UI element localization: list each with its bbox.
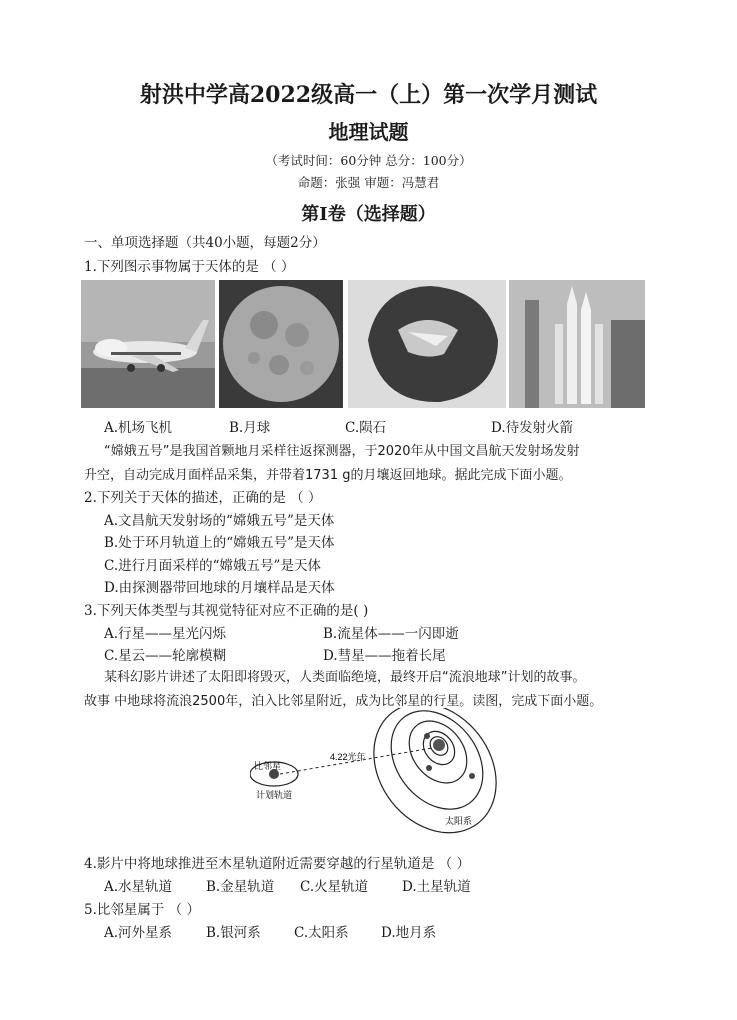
q1-option-c: C.陨石 — [345, 420, 387, 436]
airplane-photo — [81, 280, 215, 408]
exam-info: （考试时间：60分钟 总分：100分） — [265, 153, 472, 168]
passage2-line1: 某科幻影片讲述了太阳即将毁灭，人类面临绝境，最终开启“流浪地球”计划的故事。 — [104, 670, 586, 685]
q1-option-d: D.待发射火箭 — [491, 420, 574, 436]
q1-stem: 1.下列图示事物属于天体的是 （ ） — [84, 259, 295, 275]
solar-system-label: 太阳系 — [445, 816, 473, 826]
solar-system-diagram — [250, 708, 500, 843]
q3-option-b: B.流星体——一闪即逝 — [323, 626, 459, 642]
q3-stem: 3.下列天体类型与其视觉特征对应不正确的是( ) — [84, 603, 369, 619]
q4-option-d: D.土星轨道 — [402, 879, 471, 895]
q2-stem: 2.下列关于天体的描述，正确的是 （ ） — [84, 490, 322, 506]
q1-option-b: B.月球 — [229, 420, 271, 436]
section-heading: 一、单项选择题（共40小题，每题2分） — [84, 235, 326, 251]
planned-orbit-label: 计划轨道 — [256, 790, 293, 800]
meteorite-photo — [348, 280, 506, 408]
proxima-label: 比邻星 — [254, 761, 282, 771]
q3-option-d: D.彗星——拖着长尾 — [323, 648, 446, 664]
q5-option-c: C.太阳系 — [294, 925, 349, 941]
q4-option-b: B.金星轨道 — [206, 879, 275, 895]
volume-heading: 第Ⅰ卷（选择题） — [301, 204, 436, 225]
distance-label: 4.22光年 — [330, 752, 366, 762]
subject-title: 地理试题 — [328, 120, 409, 144]
q2-option-d: D.由探测器带回地球的月壤样品是天体 — [104, 580, 335, 596]
q5-option-a: A.河外星系 — [104, 925, 173, 941]
q4-stem: 4.影片中将地球推进至木星轨道附近需要穿越的行星轨道是 （ ） — [84, 856, 470, 872]
passage2-line2: 故事 中地球将流浪2500年，泊入比邻星附近，成为比邻星的行星。读图，完成下面小题。 — [84, 694, 603, 709]
q5-option-b: B.银河系 — [206, 925, 261, 941]
q5-option-d: D.地月系 — [381, 925, 437, 941]
q3-option-a: A.行星——星光闪烁 — [104, 626, 227, 642]
moon-photo — [219, 280, 343, 408]
q2-option-a: A.文昌航天发射场的“嫦娥五号”是天体 — [104, 513, 335, 529]
passage1-line1: “嫦娥五号”是我国首颗地月采样往返探测器，于2020年从中国文昌航天发射场发射 — [104, 444, 580, 459]
passage1-line2: 升空，自动完成月面样品采集，并带着1731 g的月壤返回地球。据此完成下面小题。 — [84, 468, 572, 483]
exam-title: 射洪中学高2022级高一（上）第一次学月测试 — [139, 82, 598, 108]
authors: 命题：张强 审题：冯慧君 — [297, 175, 440, 190]
q1-option-a: A.机场飞机 — [104, 420, 173, 436]
q4-option-a: A.水星轨道 — [104, 879, 173, 895]
q4-option-c: C.火星轨道 — [300, 879, 369, 895]
rocket-photo — [509, 280, 645, 408]
q3-option-c: C.星云——轮廓模糊 — [104, 648, 227, 664]
q5-stem: 5.比邻星属于 （ ） — [84, 902, 200, 918]
q2-option-b: B.处于环月轨道上的“嫦娥五号”是天体 — [104, 535, 335, 551]
q2-option-c: C.进行月面采样的“嫦娥五号”是天体 — [104, 558, 321, 574]
